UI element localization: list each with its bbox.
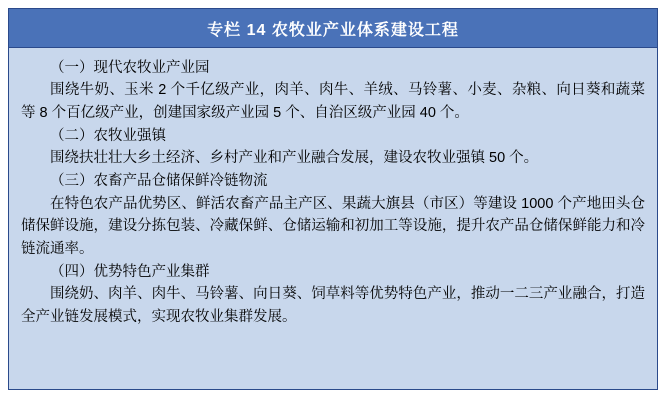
box-body bbox=[9, 48, 657, 389]
section-heading: （三）农畜产品仓储保鲜冷链物流 bbox=[50, 173, 268, 190]
section-paragraph: 在特色农产品优势区、鲜活农畜产品主产区、果蔬大旗县（市区）等建设 1000 个产地田头仓储保鲜设施，建设分拣包装、冷藏保鲜、仓储运输和初加工等设施，提升农产品仓储保鲜能力和冷链流通率。 bbox=[21, 195, 645, 258]
feature-box bbox=[8, 8, 658, 390]
section-paragraph: 围绕牛奶、玉米 2 个千亿级产业，肉羊、肉牛、羊绒、马铃薯、小麦、杂粮、向日葵和蔬菜等 8 个百亿级产业，创建国家级产业园 5 个、自治区级产业园 40 个。 bbox=[21, 82, 645, 122]
section-heading: （二）农牧业强镇 bbox=[50, 127, 166, 144]
box-title: 专栏 14 农牧业产业体系建设工程 bbox=[207, 21, 459, 39]
section-paragraph: 围绕奶、肉羊、肉牛、马铃薯、向日葵、饲草料等优势特色产业，推动一二三产业融合，打造全产业链发展模式，实现农牧业集群发展。 bbox=[21, 286, 645, 326]
box-title-bar bbox=[9, 9, 657, 48]
section-heading: （一）现代农牧业产业园 bbox=[50, 60, 210, 76]
section-paragraph: 围绕扶壮壮大乡土经济、乡村产业和产业融合发展，建设农牧业强镇 50 个。 bbox=[50, 150, 539, 167]
section-heading: （四）优势特色产业集群 bbox=[50, 263, 210, 280]
